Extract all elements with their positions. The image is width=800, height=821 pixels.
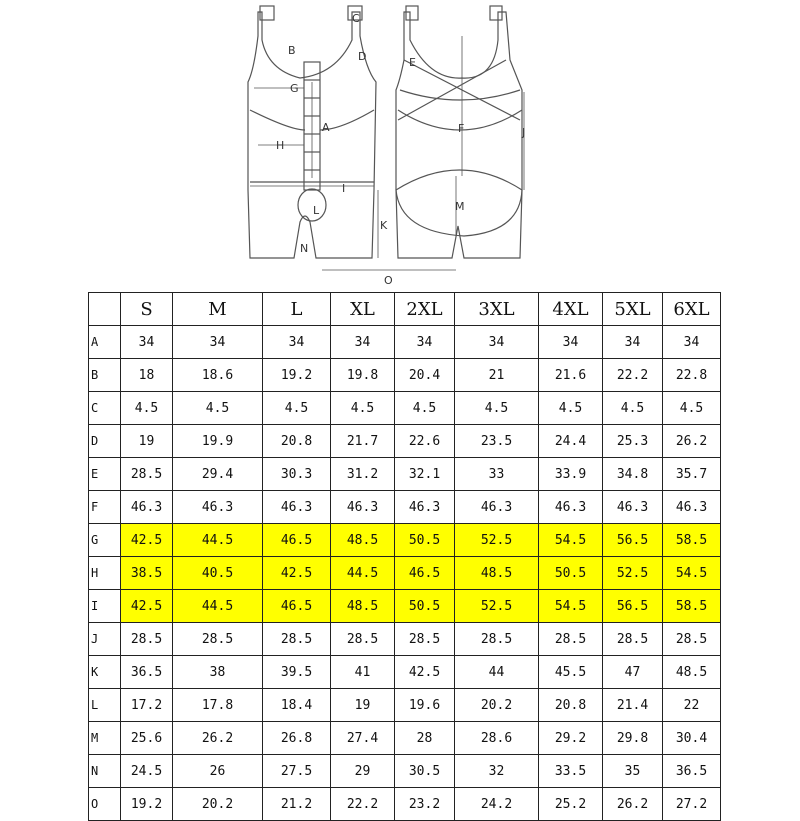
table-cell: 28.5 xyxy=(331,623,395,656)
table-cell: 20.2 xyxy=(455,689,539,722)
table-cell: 44.5 xyxy=(173,590,263,623)
table-cell: 48.5 xyxy=(663,656,721,689)
table-cell: 4.5 xyxy=(455,392,539,425)
table-cell: 26 xyxy=(173,755,263,788)
table-cell: 41 xyxy=(331,656,395,689)
row-label: A xyxy=(89,326,121,359)
table-row xyxy=(89,524,721,557)
table-cell: 52.5 xyxy=(603,557,663,590)
table-cell: 26.8 xyxy=(263,722,331,755)
table-cell: 40.5 xyxy=(173,557,263,590)
table-cell: 18 xyxy=(121,359,173,392)
table-cell: 29 xyxy=(331,755,395,788)
table-cell: 56.5 xyxy=(603,590,663,623)
row-label: B xyxy=(89,359,121,392)
table-cell: 28.5 xyxy=(395,623,455,656)
table-cell: 30.4 xyxy=(663,722,721,755)
label-g: G xyxy=(290,82,299,95)
table-cell: 21.6 xyxy=(539,359,603,392)
table-cell: 46.3 xyxy=(539,491,603,524)
bodysuit-sketch xyxy=(230,0,550,290)
label-a: A xyxy=(322,121,330,134)
table-cell: 28.5 xyxy=(173,623,263,656)
row-label: C xyxy=(89,392,121,425)
table-cell: 48.5 xyxy=(331,590,395,623)
table-cell: 17.2 xyxy=(121,689,173,722)
table-cell: 35 xyxy=(603,755,663,788)
table-cell: 34 xyxy=(331,326,395,359)
label-d: D xyxy=(358,50,367,63)
size-header-row xyxy=(89,293,721,326)
table-cell: 50.5 xyxy=(395,590,455,623)
table-cell: 36.5 xyxy=(663,755,721,788)
label-m: M xyxy=(455,200,465,213)
table-cell: 26.2 xyxy=(603,788,663,821)
label-i: I xyxy=(342,182,346,195)
table-cell: 4.5 xyxy=(603,392,663,425)
table-cell: 22.8 xyxy=(663,359,721,392)
table-cell: 46.3 xyxy=(173,491,263,524)
label-c: C xyxy=(352,12,360,25)
table-row xyxy=(89,755,721,788)
size-chart-table xyxy=(88,292,721,821)
table-cell: 28.5 xyxy=(455,623,539,656)
table-cell: 44 xyxy=(455,656,539,689)
size-header: S xyxy=(121,293,173,326)
table-row xyxy=(89,722,721,755)
size-header: 6XL xyxy=(663,293,721,326)
table-cell: 52.5 xyxy=(455,590,539,623)
table-row xyxy=(89,491,721,524)
table-cell: 33.5 xyxy=(539,755,603,788)
size-header: 3XL xyxy=(455,293,539,326)
table-cell: 58.5 xyxy=(663,524,721,557)
table-cell: 17.8 xyxy=(173,689,263,722)
corner-cell xyxy=(89,293,121,326)
table-cell: 58.5 xyxy=(663,590,721,623)
table-cell: 22 xyxy=(663,689,721,722)
table-cell: 4.5 xyxy=(663,392,721,425)
size-header: 4XL xyxy=(539,293,603,326)
table-cell: 28.5 xyxy=(263,623,331,656)
row-label: H xyxy=(89,557,121,590)
table-cell: 24.5 xyxy=(121,755,173,788)
table-cell: 21.7 xyxy=(331,425,395,458)
table-cell: 34 xyxy=(603,326,663,359)
row-label: N xyxy=(89,755,121,788)
label-h: H xyxy=(276,139,285,152)
table-cell: 46.5 xyxy=(395,557,455,590)
table-cell: 19.2 xyxy=(121,788,173,821)
table-cell: 19.8 xyxy=(331,359,395,392)
table-cell: 44.5 xyxy=(331,557,395,590)
table-cell: 20.8 xyxy=(263,425,331,458)
table-cell: 34 xyxy=(121,326,173,359)
table-cell: 25.2 xyxy=(539,788,603,821)
table-cell: 42.5 xyxy=(395,656,455,689)
table-cell: 48.5 xyxy=(331,524,395,557)
size-header: XL xyxy=(331,293,395,326)
table-cell: 30.5 xyxy=(395,755,455,788)
table-cell: 34 xyxy=(173,326,263,359)
table-cell: 4.5 xyxy=(395,392,455,425)
table-cell: 4.5 xyxy=(173,392,263,425)
table-cell: 20.4 xyxy=(395,359,455,392)
table-cell: 34 xyxy=(663,326,721,359)
table-cell: 33 xyxy=(455,458,539,491)
table-cell: 39.5 xyxy=(263,656,331,689)
table-cell: 34.8 xyxy=(603,458,663,491)
table-cell: 28.5 xyxy=(121,623,173,656)
table-cell: 46.3 xyxy=(395,491,455,524)
table-cell: 36.5 xyxy=(121,656,173,689)
table-cell: 50.5 xyxy=(395,524,455,557)
table-cell: 32 xyxy=(455,755,539,788)
table-row xyxy=(89,425,721,458)
table-cell: 26.2 xyxy=(173,722,263,755)
table-row xyxy=(89,359,721,392)
size-header: 5XL xyxy=(603,293,663,326)
table-cell: 50.5 xyxy=(539,557,603,590)
table-cell: 25.6 xyxy=(121,722,173,755)
table-cell: 28.5 xyxy=(603,623,663,656)
table-cell: 28 xyxy=(395,722,455,755)
table-cell: 44.5 xyxy=(173,524,263,557)
table-cell: 46.5 xyxy=(263,524,331,557)
table-cell: 22.6 xyxy=(395,425,455,458)
table-cell: 26.2 xyxy=(663,425,721,458)
label-o: O xyxy=(384,274,393,287)
size-table-body xyxy=(89,326,721,821)
table-cell: 28.5 xyxy=(663,623,721,656)
table-cell: 18.4 xyxy=(263,689,331,722)
table-cell: 19.9 xyxy=(173,425,263,458)
table-cell: 46.3 xyxy=(121,491,173,524)
table-cell: 38.5 xyxy=(121,557,173,590)
table-cell: 42.5 xyxy=(263,557,331,590)
label-e: E xyxy=(409,56,416,69)
table-cell: 46.3 xyxy=(455,491,539,524)
table-cell: 28.6 xyxy=(455,722,539,755)
table-cell: 33.9 xyxy=(539,458,603,491)
table-row xyxy=(89,326,721,359)
table-cell: 46.3 xyxy=(331,491,395,524)
table-cell: 32.1 xyxy=(395,458,455,491)
table-cell: 27.2 xyxy=(663,788,721,821)
size-header: 2XL xyxy=(395,293,455,326)
table-cell: 28.5 xyxy=(539,623,603,656)
row-label: G xyxy=(89,524,121,557)
table-cell: 24.4 xyxy=(539,425,603,458)
row-label: I xyxy=(89,590,121,623)
table-cell: 54.5 xyxy=(663,557,721,590)
table-cell: 19 xyxy=(121,425,173,458)
table-cell: 42.5 xyxy=(121,524,173,557)
table-cell: 4.5 xyxy=(121,392,173,425)
table-cell: 47 xyxy=(603,656,663,689)
table-cell: 52.5 xyxy=(455,524,539,557)
table-cell: 18.6 xyxy=(173,359,263,392)
table-cell: 24.2 xyxy=(455,788,539,821)
table-cell: 27.5 xyxy=(263,755,331,788)
row-label: F xyxy=(89,491,121,524)
table-cell: 56.5 xyxy=(603,524,663,557)
row-label: E xyxy=(89,458,121,491)
table-cell: 21.4 xyxy=(603,689,663,722)
table-cell: 54.5 xyxy=(539,590,603,623)
row-label: O xyxy=(89,788,121,821)
table-cell: 21 xyxy=(455,359,539,392)
label-k: K xyxy=(380,219,388,232)
table-cell: 4.5 xyxy=(263,392,331,425)
garment-diagram xyxy=(230,0,550,290)
label-l: L xyxy=(313,204,320,217)
label-f: F xyxy=(458,122,465,135)
table-cell: 22.2 xyxy=(331,788,395,821)
table-row xyxy=(89,458,721,491)
table-cell: 28.5 xyxy=(121,458,173,491)
label-b: B xyxy=(288,44,296,57)
table-cell: 35.7 xyxy=(663,458,721,491)
table-cell: 46.3 xyxy=(603,491,663,524)
table-cell: 19.2 xyxy=(263,359,331,392)
table-row xyxy=(89,557,721,590)
table-cell: 46.3 xyxy=(263,491,331,524)
row-label: D xyxy=(89,425,121,458)
table-cell: 42.5 xyxy=(121,590,173,623)
table-cell: 29.4 xyxy=(173,458,263,491)
table-cell: 25.3 xyxy=(603,425,663,458)
table-cell: 23.2 xyxy=(395,788,455,821)
label-n: N xyxy=(300,242,309,255)
size-header: L xyxy=(263,293,331,326)
table-cell: 27.4 xyxy=(331,722,395,755)
table-cell: 22.2 xyxy=(603,359,663,392)
table-cell: 38 xyxy=(173,656,263,689)
table-cell: 4.5 xyxy=(539,392,603,425)
table-cell: 19.6 xyxy=(395,689,455,722)
row-label: J xyxy=(89,623,121,656)
table-row xyxy=(89,590,721,623)
table-cell: 46.3 xyxy=(663,491,721,524)
table-row xyxy=(89,623,721,656)
table-cell: 45.5 xyxy=(539,656,603,689)
table-row xyxy=(89,788,721,821)
table-row xyxy=(89,392,721,425)
table-row xyxy=(89,656,721,689)
table-cell: 21.2 xyxy=(263,788,331,821)
table-cell: 48.5 xyxy=(455,557,539,590)
table-cell: 29.8 xyxy=(603,722,663,755)
table-cell: 4.5 xyxy=(331,392,395,425)
table-cell: 46.5 xyxy=(263,590,331,623)
table-row xyxy=(89,689,721,722)
table-cell: 34 xyxy=(395,326,455,359)
row-label: L xyxy=(89,689,121,722)
table-cell: 34 xyxy=(539,326,603,359)
table-cell: 34 xyxy=(455,326,539,359)
table-cell: 19 xyxy=(331,689,395,722)
size-header: M xyxy=(173,293,263,326)
table-cell: 31.2 xyxy=(331,458,395,491)
row-label: M xyxy=(89,722,121,755)
table-cell: 20.2 xyxy=(173,788,263,821)
table-cell: 54.5 xyxy=(539,524,603,557)
table-cell: 20.8 xyxy=(539,689,603,722)
row-label: K xyxy=(89,656,121,689)
label-j: J xyxy=(522,126,526,139)
table-cell: 23.5 xyxy=(455,425,539,458)
table-cell: 30.3 xyxy=(263,458,331,491)
table-cell: 29.2 xyxy=(539,722,603,755)
table-cell: 34 xyxy=(263,326,331,359)
